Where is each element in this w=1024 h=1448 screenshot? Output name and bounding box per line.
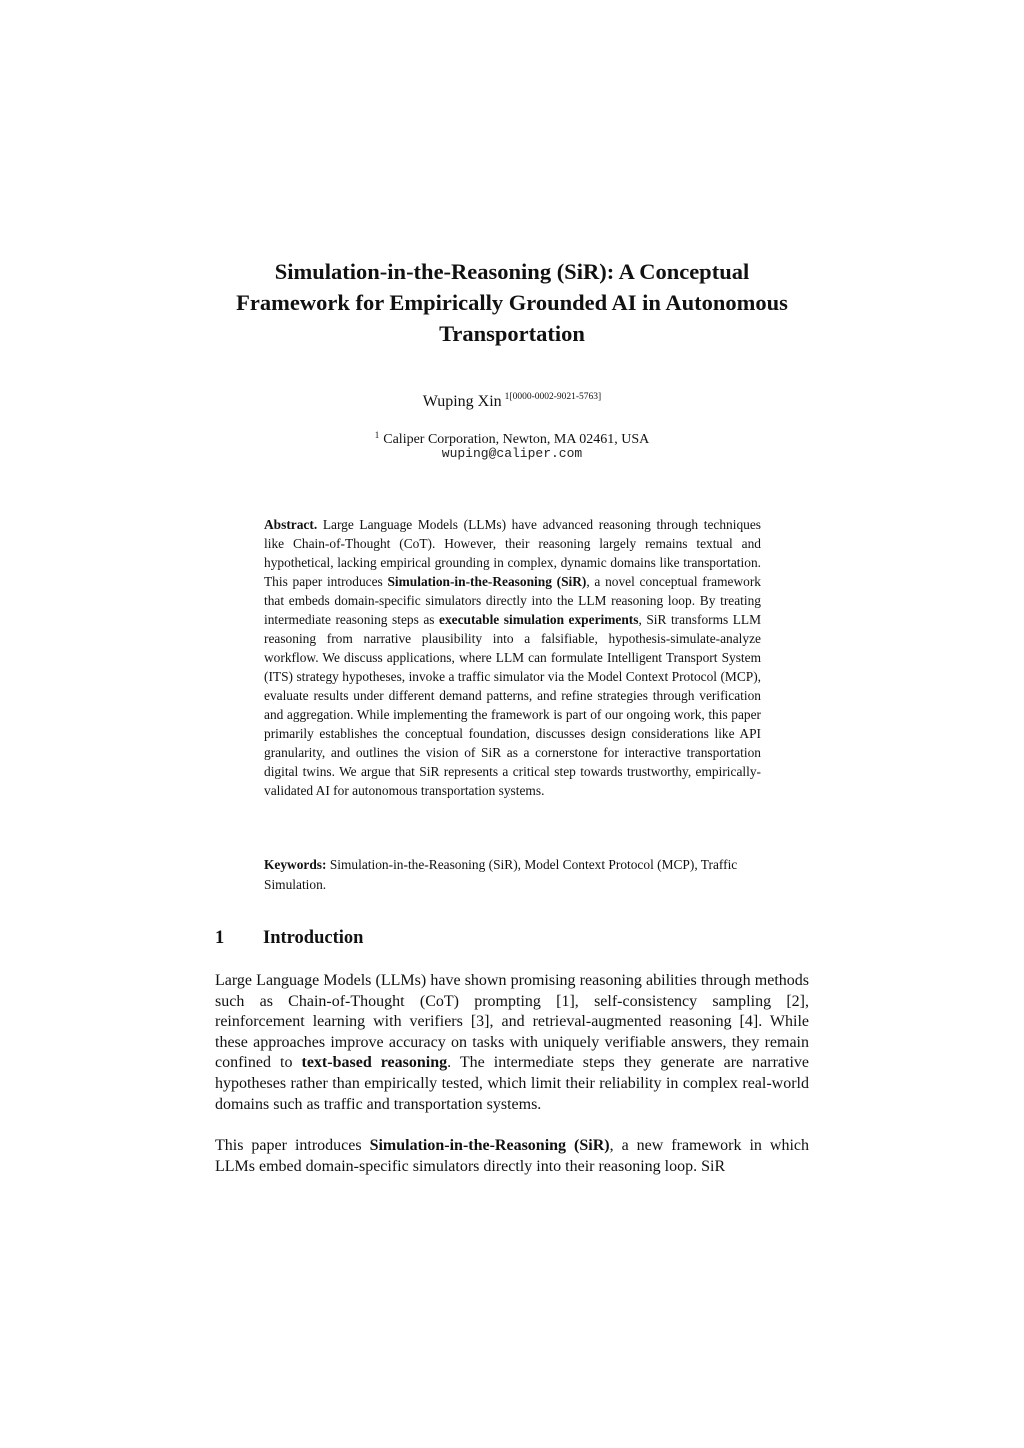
- title-line-2: Framework for Empirically Grounded AI in Autonomous: [236, 290, 788, 315]
- author-email: wuping@caliper.com: [441, 446, 583, 461]
- affiliation-marker: 1: [374, 430, 380, 440]
- intro-p1-bold: text-based reasoning: [301, 1054, 448, 1072]
- intro-paragraph-2: [215, 1136, 809, 1177]
- abstract-paragraph: [264, 515, 761, 800]
- intro-p1-text-1: Large Language Models (LLMs) have shown promising reasoning abilities through methods such as Chain-of-Thought (CoT) prompting [1], self-consistency sampling [2], reinforcement learning with verifiers [3], and retrieval-augmented reasoning [4]. While these approaches improve accuracy on tasks with uniquely verifiable answers, they remain confined to: [215, 972, 809, 1072]
- affiliation-text: Caliper Corporation, Newton, MA 02461, USA: [383, 432, 650, 447]
- intro-p2-text-1: This paper introduces: [215, 1137, 370, 1154]
- paper-title: [200, 256, 824, 349]
- intro-p1-text-2: . The intermediate steps they generate are narrative hypotheses rather than empirically tested, which limit their reliability in complex real-world domains such as traffic and transportation systems.: [215, 1054, 810, 1113]
- author-name: Wuping Xin: [422, 393, 502, 410]
- keywords-text: Simulation-in-the-Reasoning (SiR), Model Context Protocol (MCP), Traffic Simulation.: [264, 857, 738, 892]
- section-number: 1: [215, 928, 225, 948]
- intro-paragraph-1: [215, 971, 809, 1115]
- intro-p2-text-2: , a new framework in which LLMs embed domain-specific simulators directly into their reasoning loop. SiR: [215, 1137, 809, 1175]
- author-line: [200, 386, 824, 413]
- section-heading-introduction: [215, 925, 809, 951]
- abstract-bold-2: executable simulation experiments: [439, 612, 639, 627]
- abstract-text-2: , a novel conceptual framework that embeds domain-specific simulators directly into the LLM reasoning loop. By treating intermediate reasoning steps as: [264, 574, 761, 627]
- keywords-paragraph: [264, 855, 761, 895]
- title-line-1: Simulation-in-the-Reasoning (SiR): A Conceptual: [274, 259, 750, 284]
- section-title: Introduction: [263, 928, 364, 948]
- intro-p2-bold: Simulation-in-the-Reasoning (SiR): [369, 1137, 610, 1154]
- keywords-label: Keywords:: [264, 857, 327, 872]
- abstract-bold-1: Simulation-in-the-Reasoning (SiR): [387, 574, 587, 589]
- abstract-text-1: Large Language Models (LLMs) have advanced reasoning through techniques like Chain-of-Thought (CoT). However, their reasoning largely remains textual and hypothetical, lacking empirical grounding in complex, dynamic domains like transportation. This paper introduces: [264, 517, 761, 589]
- author-orcid: 1[0000-0002-9021-5763]: [504, 392, 602, 402]
- abstract-label: Abstract.: [264, 517, 318, 532]
- title-line-3: Transportation: [439, 321, 585, 346]
- abstract-text-3: , SiR transforms LLM reasoning from narrative plausibility into a falsifiable, hypothesis-simulate-analyze workflow. We discuss applications, where LLM can formulate Intelligent Transport System (ITS) strategy hypotheses, invoke a traffic simulator via the Model Context Protocol (MCP), evaluate results under different demand patterns, and refine strategies through verification and aggregation. While implementing the framework is part of our ongoing work, this paper primarily establishes the conceptual foundation, discusses design considerations like API granularity, and outlines the vision of SiR as a cornerstone for interactive transportation digital twins. We argue that SiR represents a critical step towards trustworthy, empirically-validated AI for autonomous transportation systems.: [264, 612, 762, 798]
